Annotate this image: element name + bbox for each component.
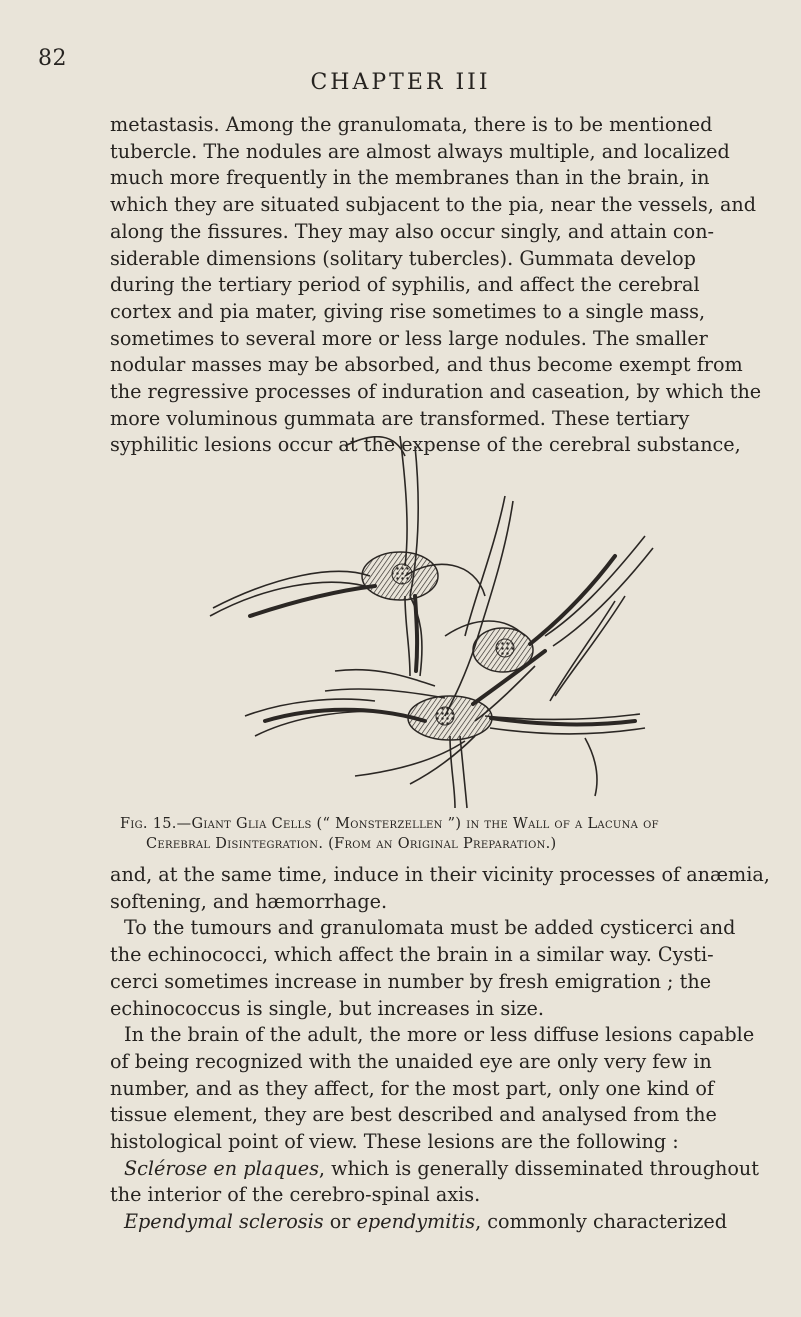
page-number: 82 <box>38 46 67 71</box>
text-line: number, and as they affect, for the most part, only one kind of <box>110 1076 714 1100</box>
text-line: tubercle. The nodules are almost always multiple, and localized <box>110 139 730 163</box>
term-ependymitis: ependymitis <box>356 1210 476 1234</box>
text-line: the interior of the cerebro-spinal axis. <box>110 1183 481 1207</box>
text-line: syphilitic lesions occur at the expense of the cerebral substance, <box>110 433 741 457</box>
text-line <box>110 1156 760 1183</box>
text-fragment: or <box>323 1210 357 1234</box>
text-line: along the fissures. They may also occur singly, and attain con- <box>110 219 715 243</box>
text-line: cerci sometimes increase in number by fresh emigration ; the <box>110 969 712 993</box>
text-line: which they are situated subjacent to the pia, near the vessels, and <box>110 193 757 217</box>
paragraph-continuation <box>110 862 770 1236</box>
text-line: tissue element, they are best described and analysed from the <box>110 1103 717 1127</box>
text-line: histological point of view. These lesions are the following : <box>110 1130 679 1154</box>
term-ependymal-sclerosis: Ependymal sclerosis <box>124 1210 324 1234</box>
text-line: siderable dimensions (solitary tubercles). Gummata develop <box>110 246 696 270</box>
text-line: softening, and hæmorrhage. <box>110 889 388 913</box>
running-head: CHAPTER III <box>310 70 491 95</box>
text-line: sometimes to several more or less large nodules. The smaller <box>110 326 708 350</box>
figure-caption-line: Fig. 15.—Giant Glia Cells (“ Monsterzellen ”) in the Wall of a Lacuna of <box>120 816 659 832</box>
text-line: echinococcus is single, but increases in size. <box>110 996 544 1020</box>
text-line: nodular masses may be absorbed, and thus become exempt from <box>110 353 743 377</box>
figure-caption-line: Cerebral Disintegration. (From an Original Preparation.) <box>146 836 557 852</box>
text-line: and, at the same time, induce in their vicinity processes of anæmia, <box>110 863 770 886</box>
giant-glia-cells-illustration <box>205 436 655 811</box>
text-fragment: , which is generally disseminated throughout <box>318 1156 759 1180</box>
text-line: In the brain of the adult, the more or less diffuse lesions capable <box>124 1023 755 1047</box>
text-fragment: , commonly characterized <box>475 1210 727 1234</box>
text-line: more voluminous gummata are transformed. These tertiary <box>110 406 690 430</box>
figure-caption <box>120 814 760 854</box>
text-line: cortex and pia mater, giving rise sometimes to a single mass, <box>110 299 706 323</box>
text-line: during the tertiary period of syphilis, and affect the cerebral <box>110 273 700 297</box>
text-line: metastasis. Among the granulomata, there is to be mentioned <box>110 113 713 136</box>
text-line: the echinococci, which affect the brain in a similar way. Cysti- <box>110 943 714 967</box>
text-line: To the tumours and granulomata must be added cysticerci and <box>124 916 736 940</box>
text-line: the regressive processes of induration and caseation, by which the <box>110 380 762 404</box>
text-line <box>110 1209 760 1236</box>
paragraph-metastasis <box>110 112 760 459</box>
term-sclerose-en-plaques: Sclérose en plaques <box>124 1156 319 1180</box>
text-line: of being recognized with the unaided eye are only very few in <box>110 1049 712 1073</box>
text-line: much more frequently in the membranes than in the brain, in <box>110 166 710 190</box>
